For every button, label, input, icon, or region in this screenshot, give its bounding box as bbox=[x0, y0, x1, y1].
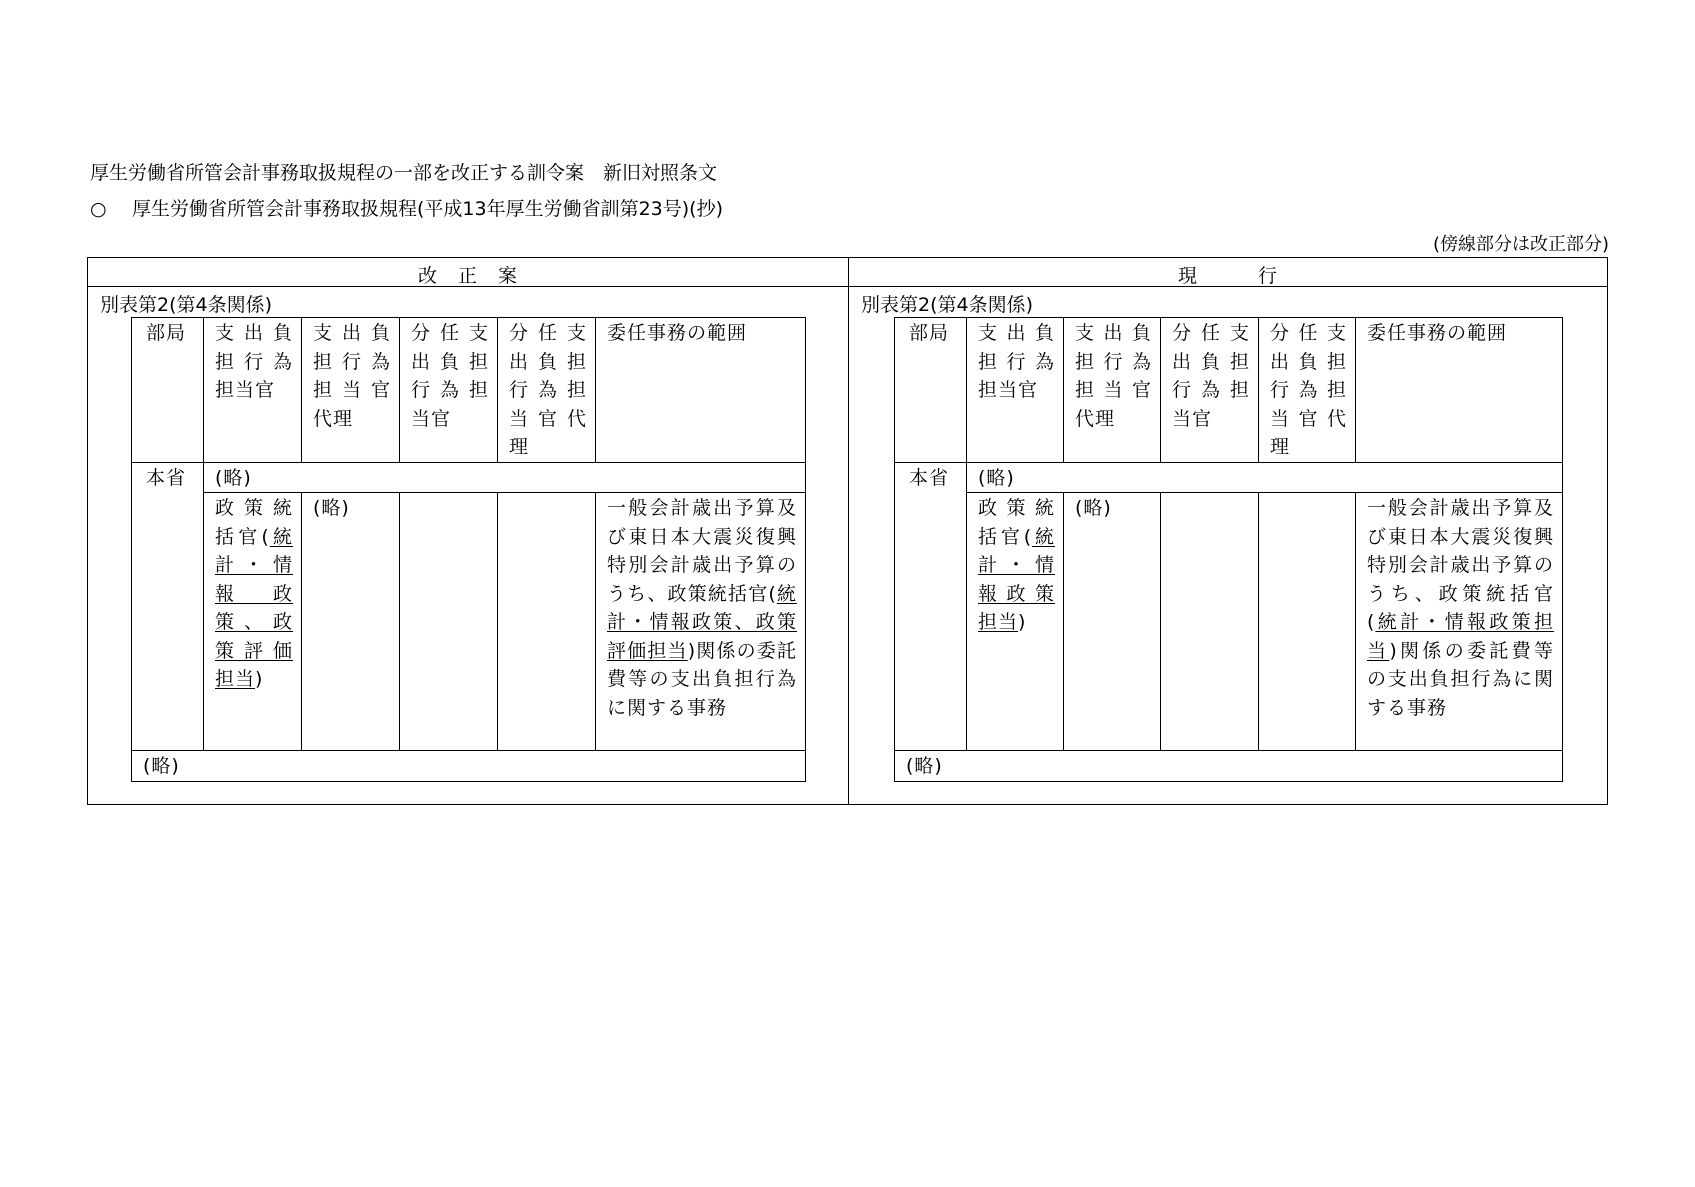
dept-honsho: 本省 bbox=[132, 462, 204, 751]
table-row-honsho bbox=[132, 462, 806, 493]
header-sub-officer-deputy: 分任支出負担行為担当官代理 bbox=[498, 318, 596, 463]
director-officer-deputy: (略) bbox=[302, 493, 400, 751]
table-row-director bbox=[132, 493, 806, 751]
header-sub-officer: 分任支出負担行為担当官 bbox=[400, 318, 498, 463]
dept-honsho: 本省 bbox=[895, 462, 967, 751]
table-header-row bbox=[132, 318, 806, 463]
header-dept: 部局 bbox=[132, 318, 204, 463]
director-scope bbox=[1356, 493, 1563, 751]
last-omitted: (略) bbox=[132, 751, 806, 782]
table-header-row bbox=[895, 318, 1563, 463]
director-scope bbox=[596, 493, 806, 751]
officer-suffix: ) bbox=[1018, 611, 1027, 633]
header-scope: 委任事務の範囲 bbox=[596, 318, 806, 463]
new-version-table bbox=[131, 317, 806, 782]
director-sub-officer-deputy bbox=[498, 493, 596, 751]
honsho-omitted: (略) bbox=[204, 462, 806, 493]
director-sub-officer-deputy bbox=[1259, 493, 1356, 751]
comparison-frame bbox=[87, 257, 1608, 805]
document-subtitle bbox=[90, 194, 723, 221]
new-table-label: 別表第2(第4条関係) bbox=[100, 294, 273, 316]
bullet-circle: ○ bbox=[90, 198, 107, 220]
last-omitted: (略) bbox=[895, 751, 1563, 782]
officer-prefix: 政策統括官( bbox=[978, 497, 1055, 548]
honsho-omitted: (略) bbox=[967, 462, 1563, 493]
amended-text-underlined: 統計・情報政策担当 bbox=[1367, 611, 1554, 662]
amended-text-underlined: 統計・情報政策、政策評価担当 bbox=[607, 582, 797, 662]
subtitle-text: 厚生労働省所管会計事務取扱規程(平成13年厚生労働省訓第23号)(抄) bbox=[132, 198, 724, 220]
header-officer-deputy: 支出負担行為担当官代理 bbox=[1064, 318, 1161, 463]
director-sub-officer bbox=[400, 493, 498, 751]
header-sub-officer: 分任支出負担行為担当官 bbox=[1161, 318, 1259, 463]
amended-text-underlined: 統計・情報政策担当 bbox=[978, 525, 1055, 633]
header-dept: 部局 bbox=[895, 318, 967, 463]
director-officer-deputy: (略) bbox=[1064, 493, 1161, 751]
old-version-heading: 現 行 bbox=[1177, 265, 1278, 287]
table-row-honsho bbox=[895, 462, 1563, 493]
old-version-table bbox=[894, 317, 1563, 782]
header-scope: 委任事務の範囲 bbox=[1356, 318, 1563, 463]
table-row-omitted bbox=[895, 751, 1563, 782]
table-row-omitted bbox=[132, 751, 806, 782]
old-table-label: 別表第2(第4条関係) bbox=[861, 294, 1034, 316]
director-officer bbox=[204, 493, 302, 751]
table-row-director bbox=[895, 493, 1563, 751]
underline-note: (傍線部分は改正部分) bbox=[1432, 234, 1609, 255]
header-sub-officer-deputy: 分任支出負担行為担当官代理 bbox=[1259, 318, 1356, 463]
officer-prefix: 政策統括官( bbox=[215, 497, 293, 548]
amended-text-underlined: 統計・情報政策、政策評価担当 bbox=[215, 525, 293, 690]
document-title: 厚生労働省所管会計事務取扱規程の一部を改正する訓令案 新旧対照条文 bbox=[90, 162, 718, 184]
column-divider bbox=[848, 258, 849, 804]
scope-suffix: )関係の委託費等の支出負担行為に関する事務 bbox=[1367, 639, 1554, 719]
director-officer bbox=[967, 493, 1064, 751]
director-sub-officer bbox=[1161, 493, 1259, 751]
scope-prefix: 一般会計歳出予算及び東日本大震災復興特別会計歳出予算のうち、政策統括官( bbox=[1367, 497, 1554, 633]
scope-suffix: )関係の委託費等の支出負担行為に関する事務 bbox=[607, 639, 797, 719]
header-officer: 支出負担行為担当官 bbox=[967, 318, 1064, 463]
officer-suffix: ) bbox=[255, 668, 264, 690]
header-officer: 支出負担行為担当官 bbox=[204, 318, 302, 463]
new-version-heading: 改 正 案 bbox=[417, 265, 518, 287]
header-officer-deputy: 支出負担行為担当官代理 bbox=[302, 318, 400, 463]
scope-prefix: 一般会計歳出予算及び東日本大震災復興特別会計歳出予算のうち、政策統括官( bbox=[607, 497, 797, 605]
